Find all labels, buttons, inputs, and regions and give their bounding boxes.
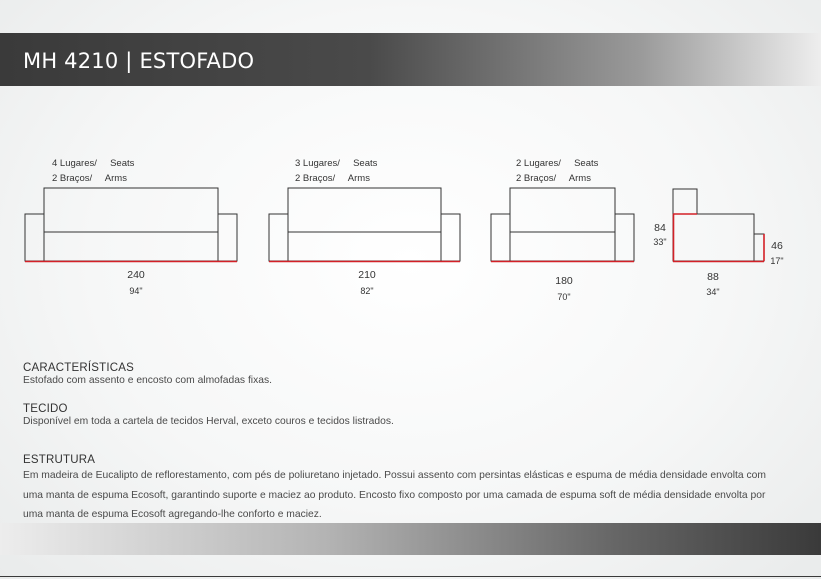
sofa-3-width-in: 82": [360, 286, 374, 296]
page-title: MH 4210 | ESTOFADO: [23, 49, 255, 73]
sofa-4-seats-label: 4 Lugares/ Seats: [52, 158, 135, 169]
section-text: Estofado com assento e encosto com almofadas fixas.: [23, 375, 272, 386]
sofa-2-arms-label: 2 Braços/ Arms: [516, 173, 591, 184]
sofa-3-right-arm: [441, 214, 460, 261]
section-text: Disponível em toda a cartela de tecidos Herval, exceto couros e tecidos listrados.: [23, 416, 394, 427]
side-view-seat-height-cm: 46: [771, 240, 783, 252]
bottom-rule: [0, 576, 821, 577]
sofa-3-width-cm: 210: [358, 269, 376, 281]
sofa-3-seat: [269, 158, 460, 296]
sofa-3-left-arm: [269, 214, 288, 261]
sofa-4-seat: [25, 158, 237, 296]
side-view-depth-in: 34": [706, 287, 720, 297]
sofa-4-seat-cushion: [44, 232, 218, 261]
side-view-depth-cm: 88: [707, 271, 719, 283]
sofa-side-view: [653, 189, 783, 297]
sofa-2-backrest: [510, 188, 615, 232]
section-title: CARACTERÍSTICAS: [23, 362, 134, 374]
sofa-2-seats-label: 2 Lugares/ Seats: [516, 158, 599, 169]
sofa-4-left-arm: [25, 214, 44, 261]
sofa-2-seat-cushion: [510, 232, 615, 261]
sofa-2-left-arm: [491, 214, 510, 261]
section-tecido: [23, 403, 783, 429]
sofa-dimension-diagram: [0, 150, 821, 310]
sofa-4-arms-label: 2 Braços/ Arms: [52, 173, 127, 184]
section-title: ESTRUTURA: [23, 454, 96, 466]
sofa-4-backrest: [44, 188, 218, 232]
sofa-3-seat-cushion: [288, 232, 441, 261]
sofa-2-right-arm: [615, 214, 634, 261]
section-text: Em madeira de Eucalipto de reflorestamento, com pés de poliuretano injetado. Possui assento com persintas elásticas e espuma de média densidade envolta com uma manta de espuma Ecosoft, garantindo suporte e maciez ao produto. Encosto fixo composto por uma camada de espuma soft de média densidade envolta por uma manta de espuma Ecosoft agregando-lhe conforto e maciez.: [23, 470, 766, 520]
sofa-3-seats-label: 3 Lugares/ Seats: [295, 158, 378, 169]
sofa-3-backrest: [288, 188, 441, 232]
side-view-height-in: 33": [653, 237, 667, 247]
side-view-seat-height-in: 17": [770, 256, 784, 266]
section-caracteristicas: [23, 362, 783, 388]
sofa-4-right-arm: [218, 214, 237, 261]
section-estrutura: [23, 454, 775, 525]
sofa-3-arms-label: 2 Braços/ Arms: [295, 173, 370, 184]
sofa-2-width-in: 70": [557, 292, 571, 302]
sofa-2-seat: [491, 158, 634, 302]
sofa-4-width-in: 94": [129, 286, 143, 296]
footer-bar: [0, 523, 821, 555]
sofa-2-width-cm: 180: [555, 275, 573, 287]
sofa-4-width-cm: 240: [127, 269, 145, 281]
side-view-height-cm: 84: [654, 222, 666, 234]
side-view-outline: [673, 189, 764, 261]
section-title: TECIDO: [23, 403, 68, 415]
